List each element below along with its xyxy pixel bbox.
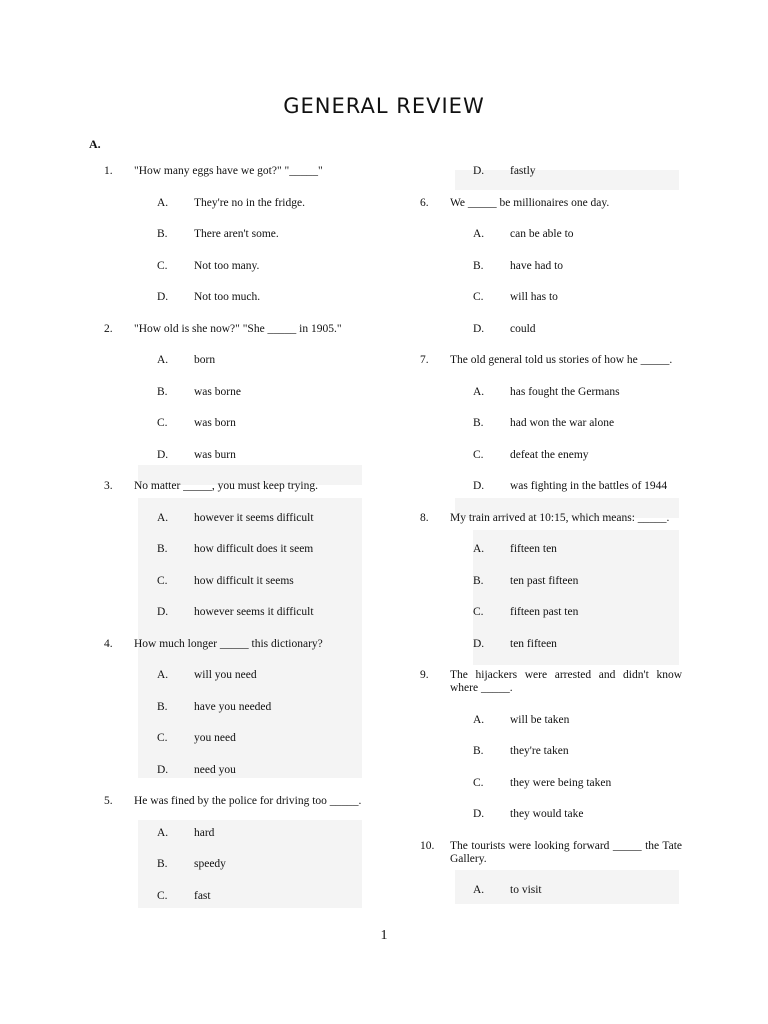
option: [473, 480, 682, 493]
option-letter: A.: [157, 354, 169, 366]
question: [420, 512, 682, 525]
question-number: 9.: [420, 669, 429, 681]
option: [157, 827, 366, 840]
option-text: how difficult does it seem: [194, 543, 314, 555]
option: [157, 291, 366, 304]
option-text: fast: [194, 889, 211, 902]
question-number: 6.: [420, 196, 429, 209]
option-text: you need: [194, 732, 236, 744]
left-column: [104, 165, 366, 903]
question-text: How much longer _____ this dictionary?: [134, 637, 323, 650]
option-text: fastly: [510, 165, 536, 177]
option-letter: C.: [157, 259, 168, 272]
question-number: 3.: [104, 480, 113, 492]
option-letter: C.: [157, 574, 168, 587]
option: [473, 884, 682, 897]
option: [473, 808, 682, 821]
option-letter: B.: [473, 259, 484, 272]
option-letter: C.: [473, 606, 484, 618]
question-text: No matter _____, you must keep trying.: [134, 480, 318, 492]
option-letter: C.: [157, 889, 168, 902]
question-text: My train arrived at 10:15, which means: _____.: [450, 511, 670, 524]
option-text: born: [194, 354, 216, 366]
option-letter: B.: [157, 858, 168, 870]
page-number: 1: [380, 928, 388, 943]
option: [157, 417, 366, 430]
option: [157, 669, 366, 682]
option-text: fifteen ten: [510, 543, 557, 555]
option-letter: D.: [157, 606, 169, 618]
option: [473, 323, 682, 336]
option: [473, 777, 682, 790]
option-letter: D.: [473, 808, 485, 820]
option: [157, 386, 366, 399]
option: [473, 745, 682, 758]
option: [473, 449, 682, 462]
option-letter: D.: [473, 165, 485, 177]
question-number: 4.: [104, 637, 113, 650]
option-text: need you: [194, 763, 236, 776]
option-letter: A.: [157, 511, 169, 524]
option-letter: D.: [157, 291, 169, 303]
option-text: ten past fifteen: [510, 574, 579, 587]
option-text: have you needed: [194, 700, 272, 713]
option-letter: B.: [157, 385, 168, 398]
option: [157, 543, 366, 556]
question-number: 10.: [420, 839, 435, 852]
option-text: they're taken: [510, 745, 569, 757]
option-text: Not too much.: [194, 291, 261, 303]
question: [420, 669, 682, 695]
question: [104, 480, 366, 493]
option-letter: A.: [473, 713, 485, 726]
question-text: He was fined by the police for driving too _____.: [134, 795, 362, 807]
option-text: They're no in the fridge.: [194, 196, 305, 209]
option: [157, 858, 366, 871]
question-number: 5.: [104, 795, 113, 807]
option-text: however it seems difficult: [194, 511, 314, 524]
option-text: hard: [194, 826, 215, 839]
option: [473, 291, 682, 304]
page-title: GENERAL REVIEW: [283, 94, 485, 118]
option-letter: A.: [473, 543, 485, 555]
option-letter: B.: [473, 745, 484, 757]
option: [473, 417, 682, 430]
option-text: to visit: [510, 884, 542, 896]
option-text: was borne: [194, 385, 241, 398]
question-number: 1.: [104, 165, 113, 177]
option: [473, 606, 682, 619]
option: [473, 386, 682, 399]
option-letter: C.: [157, 417, 168, 429]
option-text: will be taken: [510, 713, 570, 726]
section-label: A.: [89, 137, 101, 151]
option-letter: D.: [157, 448, 169, 461]
option: [157, 606, 366, 619]
question: [104, 165, 366, 178]
option-text: was born: [194, 417, 236, 429]
option-text: Not too many.: [194, 259, 260, 272]
option: [157, 732, 366, 745]
option: [473, 638, 682, 651]
question-text: The hijackers were arrested and didn't know where _____.: [450, 669, 682, 694]
question-number: 2.: [104, 322, 113, 335]
option-letter: A.: [157, 826, 169, 839]
option: [157, 228, 366, 241]
question-text: "How old is she now?" "She _____ in 1905.": [134, 322, 342, 335]
option: [473, 228, 682, 241]
question-text: The tourists were looking forward _____ the Tate Gallery.: [450, 839, 682, 865]
option-text: was burn: [194, 448, 236, 461]
option-letter: A.: [473, 385, 485, 398]
option: [473, 575, 682, 588]
option-text: was fighting in the battles of 1944: [510, 480, 668, 492]
option: [157, 701, 366, 714]
option-text: they would take: [510, 808, 584, 820]
option-text: they were being taken: [510, 776, 612, 789]
option-text: will has to: [510, 291, 558, 303]
option: [157, 260, 366, 273]
question-text: We _____ be millionaires one day.: [450, 196, 610, 209]
option-letter: C.: [473, 448, 484, 461]
option-text: how difficult it seems: [194, 574, 294, 587]
question: [104, 795, 366, 808]
option-letter: B.: [473, 417, 484, 429]
right-column: [420, 165, 682, 897]
option-text: had won the war alone: [510, 417, 615, 429]
option: [473, 714, 682, 727]
question: [420, 840, 682, 866]
option-letter: A.: [157, 669, 169, 681]
question-number: 8.: [420, 511, 429, 524]
question: [420, 197, 682, 210]
option: [473, 165, 682, 178]
option: [473, 260, 682, 273]
option-text: speedy: [194, 858, 226, 870]
option-letter: A.: [473, 228, 485, 240]
option-letter: C.: [157, 732, 168, 744]
option-text: could: [510, 322, 536, 335]
option-text: ten fifteen: [510, 637, 557, 650]
option: [157, 449, 366, 462]
question-text: The old general told us stories of how he _____.: [450, 354, 673, 366]
option: [157, 197, 366, 210]
option-letter: C.: [473, 776, 484, 789]
option-letter: D.: [473, 480, 485, 492]
option-text: however seems it difficult: [194, 606, 314, 618]
option-text: can be able to: [510, 228, 574, 240]
option-letter: D.: [473, 322, 485, 335]
option-letter: A.: [157, 196, 169, 209]
option-text: have had to: [510, 259, 564, 272]
option-letter: B.: [157, 228, 168, 240]
question: [420, 354, 682, 367]
question-number: 7.: [420, 354, 429, 366]
option: [157, 575, 366, 588]
question-text: "How many eggs have we got?" "_____": [134, 165, 323, 177]
option-text: There aren't some.: [194, 228, 279, 240]
option-letter: B.: [157, 543, 168, 555]
option-text: fifteen past ten: [510, 606, 579, 618]
option-letter: B.: [473, 574, 484, 587]
question: [104, 323, 366, 336]
option-text: will you need: [194, 669, 257, 681]
option-text: defeat the enemy: [510, 448, 589, 461]
option-letter: B.: [157, 700, 168, 713]
option: [157, 890, 366, 903]
option-letter: D.: [473, 637, 485, 650]
option: [157, 764, 366, 777]
option-letter: C.: [473, 291, 484, 303]
option: [473, 543, 682, 556]
option: [157, 512, 366, 525]
option: [157, 354, 366, 367]
option-text: has fought the Germans: [510, 385, 620, 398]
question: [104, 638, 366, 651]
option-letter: D.: [157, 763, 169, 776]
option-letter: A.: [473, 884, 485, 896]
